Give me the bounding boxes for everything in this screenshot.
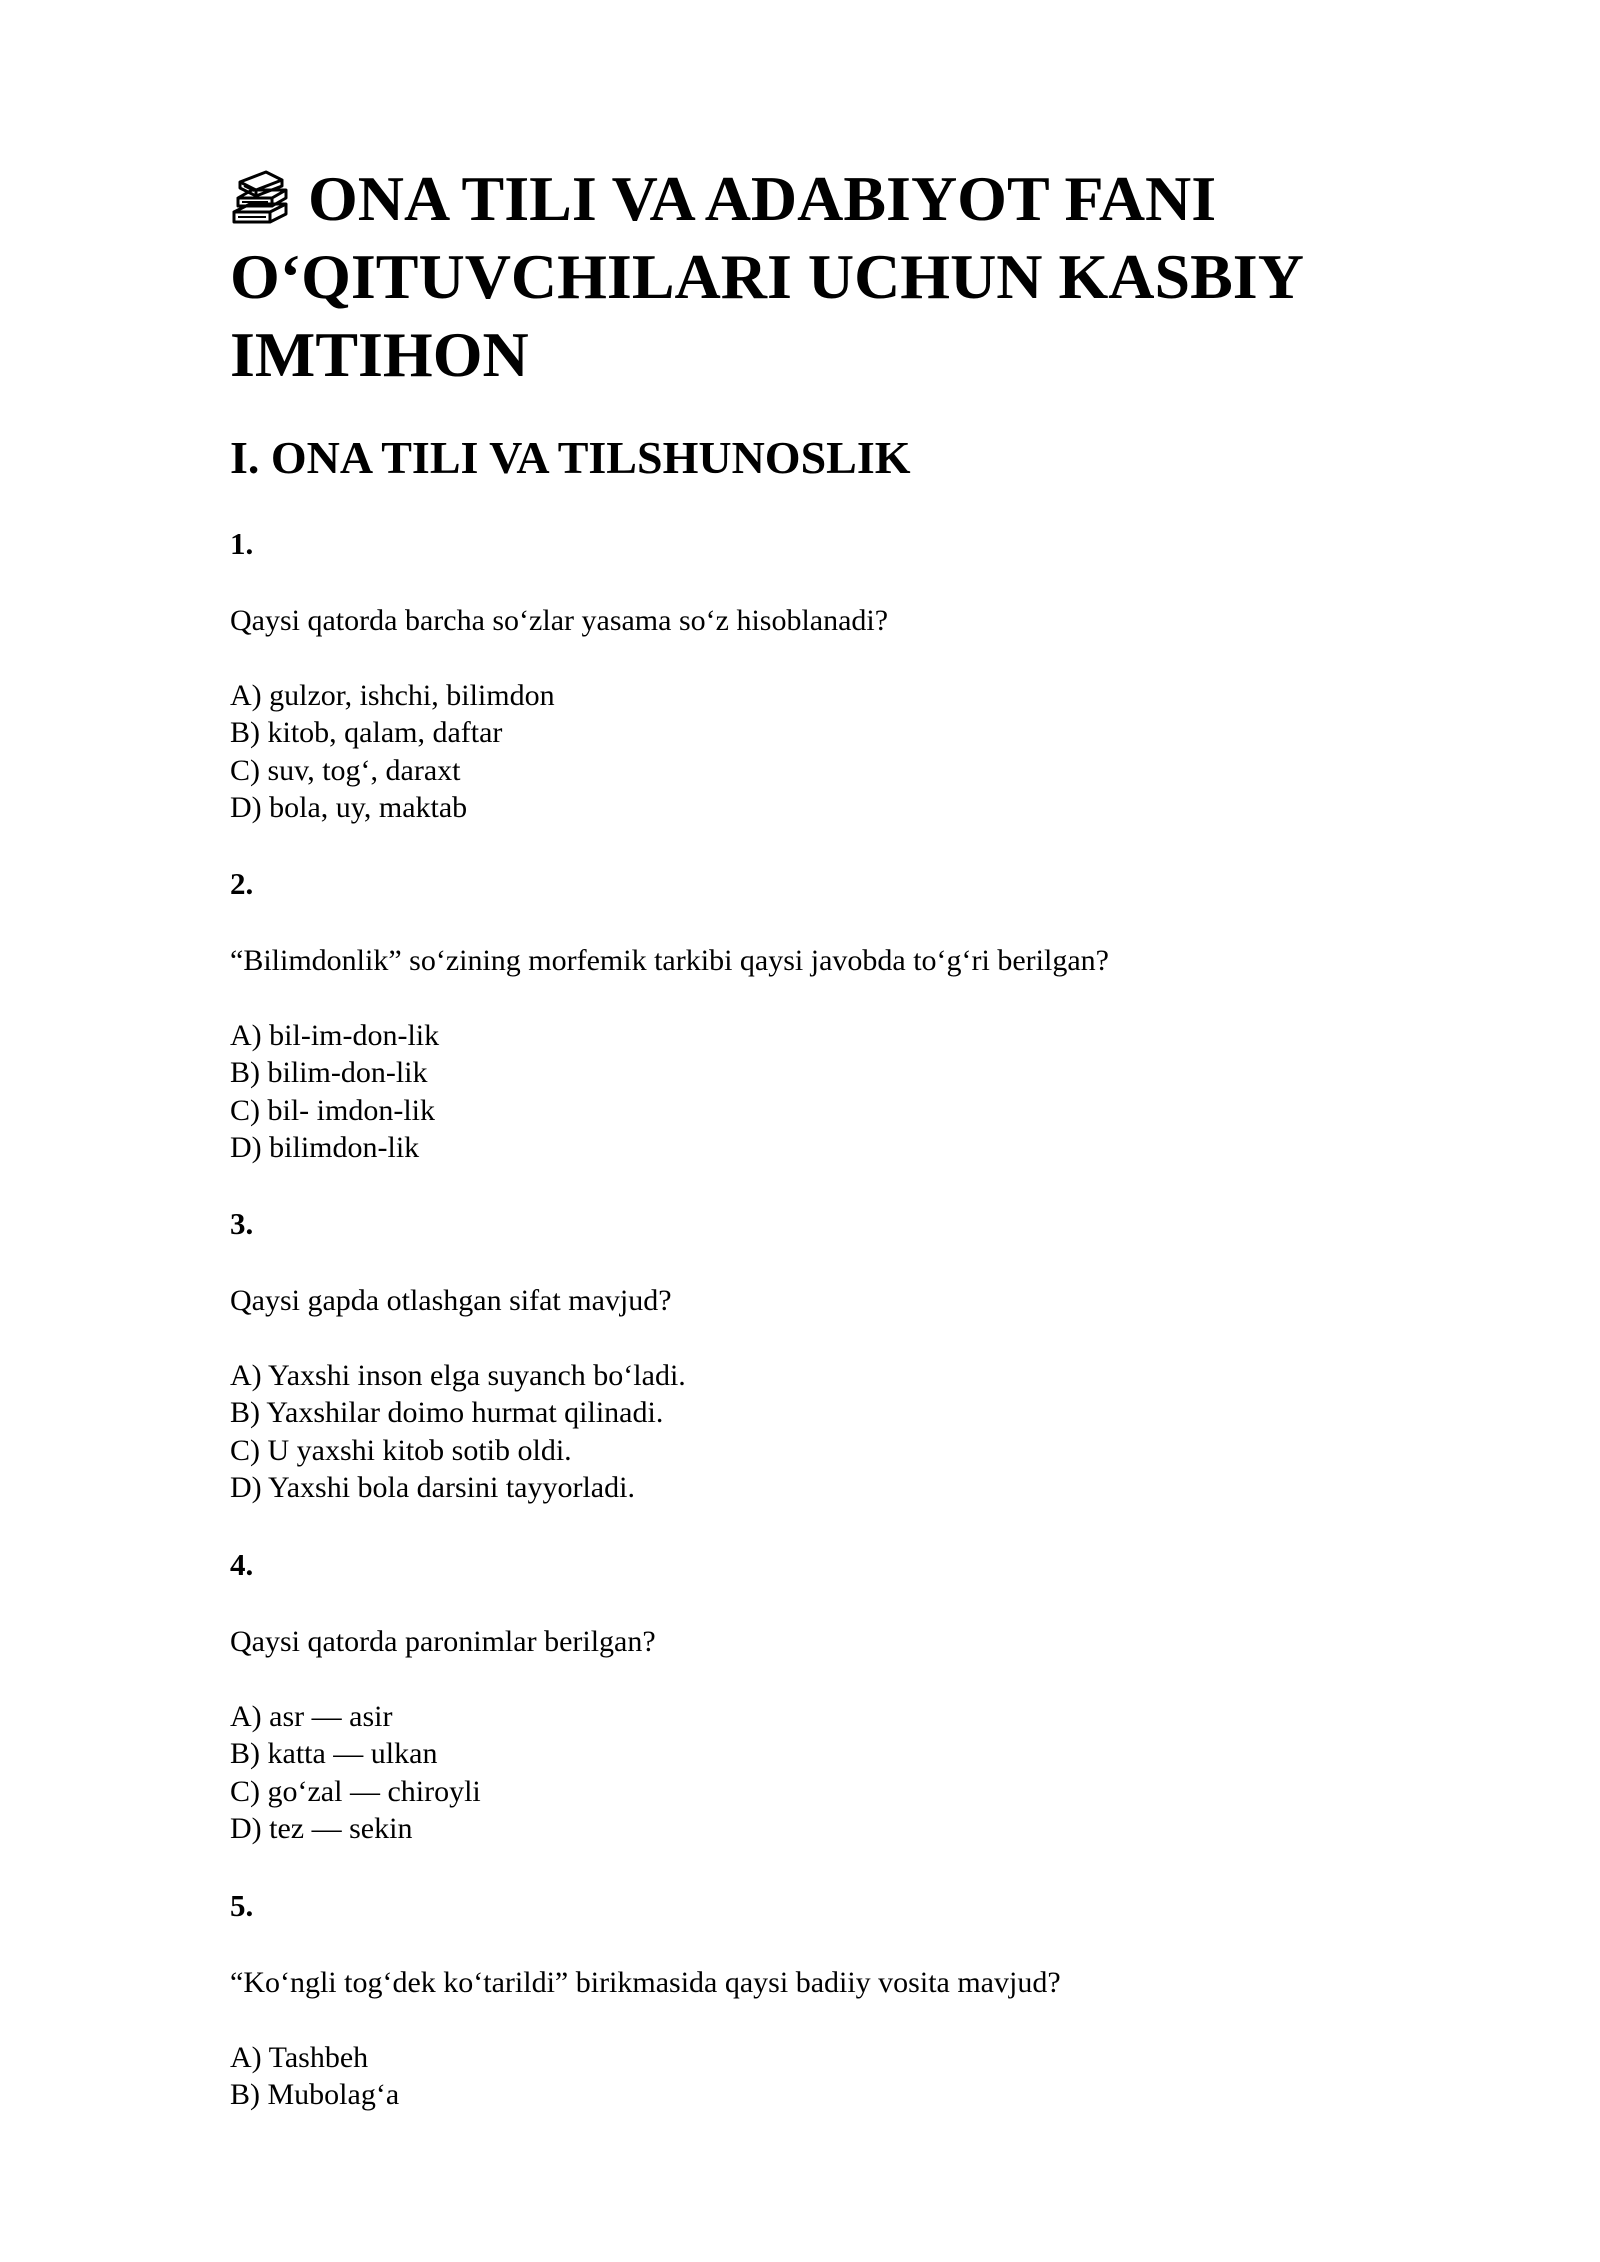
answer-option: B) kitob, qalam, daftar xyxy=(230,716,503,750)
answer-option: B) Mubolag‘a xyxy=(230,2078,400,2112)
answer-option: A) Yaxshi inson elga suyanch bo‘ladi. xyxy=(230,1359,686,1392)
answer-option: D) Yaxshi bola darsini tayyorladi. xyxy=(230,1470,635,1504)
question-text: “Bilimdonlik” so‘zining morfemik tarkibi qaysi javobda to‘g‘ri berilgan? xyxy=(230,944,1109,977)
question-text: Qaysi gapda otlashgan sifat mavjud? xyxy=(230,1284,672,1317)
document-title xyxy=(230,160,1410,394)
books-icon xyxy=(230,168,292,228)
question-4 xyxy=(230,1547,1410,1847)
question-number: 2. xyxy=(230,866,254,901)
answer-options xyxy=(230,677,1410,826)
answer-options xyxy=(230,2039,1410,2114)
answer-option: C) U yaxshi kitob sotib oldi. xyxy=(230,1433,572,1467)
question-text: “Ko‘ngli tog‘dek ko‘tarildi” birikmasida qaysi badiiy vosita mavjud? xyxy=(230,1966,1061,1999)
document-title-text: ONA TILI VA ADABIYOT FANI O‘QITUVCHILARI UCHUN KASBIY IMTIHON xyxy=(230,163,1302,390)
question-number: 4. xyxy=(230,1547,254,1582)
question-number: 5. xyxy=(230,1888,254,1923)
answer-option: C) bil- imdon-lik xyxy=(230,1093,435,1127)
answer-option: A) gulzor, ishchi, bilimdon xyxy=(230,679,555,712)
answer-options xyxy=(230,1698,1410,1847)
answer-option: D) bola, uy, maktab xyxy=(230,790,468,824)
answer-option: B) Yaxshilar doimo hurmat qilinadi. xyxy=(230,1396,664,1430)
answer-option: C) suv, tog‘, daraxt xyxy=(230,753,461,787)
answer-options xyxy=(230,1017,1410,1166)
question-1 xyxy=(230,526,1410,826)
answer-option: C) go‘zal — chiroyli xyxy=(230,1774,481,1808)
answer-options xyxy=(230,1357,1410,1506)
question-number: 1. xyxy=(230,526,254,561)
answer-option: D) tez — sekin xyxy=(230,1811,413,1845)
answer-option: A) bil-im-don-lik xyxy=(230,1019,440,1052)
answer-option: A) asr — asir xyxy=(230,1700,393,1733)
answer-option: A) Tashbeh xyxy=(230,2041,369,2074)
question-2 xyxy=(230,866,1410,1166)
question-number: 3. xyxy=(230,1206,254,1241)
answer-option: B) bilim-don-lik xyxy=(230,1056,428,1090)
question-3 xyxy=(230,1206,1410,1506)
section-heading: I. ONA TILI VA TILSHUNOSLIK xyxy=(230,432,911,483)
question-text: Qaysi qatorda paronimlar berilgan? xyxy=(230,1625,656,1658)
answer-option: B) katta — ulkan xyxy=(230,1737,438,1771)
question-5 xyxy=(230,1888,1410,2114)
question-text: Qaysi qatorda barcha so‘zlar yasama so‘z hisoblanadi? xyxy=(230,604,889,637)
answer-option: D) bilimdon-lik xyxy=(230,1130,420,1164)
